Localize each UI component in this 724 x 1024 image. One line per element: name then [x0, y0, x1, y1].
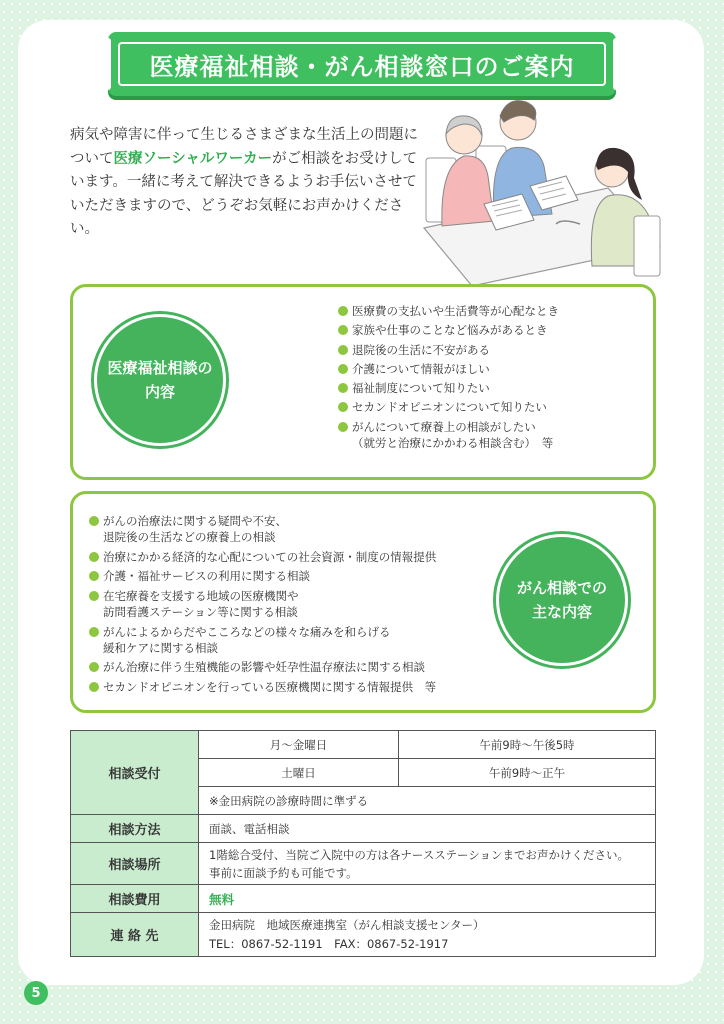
- cancer-badge: [496, 534, 628, 666]
- intro-text-after: がご相談をお受けしています。一緒に考えて解決できるようお手伝いさせていただきますので、どうぞお気軽にお声かけください。: [70, 150, 418, 237]
- table-row: [71, 885, 656, 913]
- list-item: 退院後の生活に不安がある: [338, 342, 559, 358]
- cancer-badge-line2: 主な内容: [531, 603, 592, 621]
- welfare-items-list: [338, 303, 559, 454]
- fee-label: 相談費用: [71, 885, 199, 913]
- list-item: 介護・福祉サービスの利用に関する相談: [89, 568, 436, 584]
- intro-text-before: 病気や障害に伴って生じるさまざまな生活上の問題について: [70, 127, 418, 167]
- intro-highlight: 医療ソーシャルワーカー: [113, 150, 273, 167]
- list-item: 家族や仕事のことなど悩みがあるとき: [338, 322, 559, 338]
- consultation-info-table: [70, 730, 656, 957]
- page-number: 5: [24, 981, 48, 1005]
- saturday-hours-cell: 午前9時～正午: [399, 759, 656, 787]
- place-cell: [199, 843, 656, 885]
- welfare-badge-line2: 内容: [144, 383, 175, 401]
- list-item: セカンドオピニオンを行っている医療機関に関する情報提供 等: [89, 679, 436, 695]
- cancer-items-list: [89, 513, 436, 699]
- place-line1: 1階総合受付、当院ご入院中の方は各ナースステーションまでお声かけください。: [209, 847, 630, 862]
- welfare-badge: [94, 314, 226, 446]
- saturday-cell: 土曜日: [199, 759, 399, 787]
- list-item: 医療費の支払いや生活費等が心配なとき: [338, 303, 559, 319]
- place-line2: 事前に面談予約も可能です。: [209, 865, 358, 880]
- table-row: [71, 913, 656, 957]
- weekday-hours-cell: 午前9時～午後5時: [399, 731, 656, 759]
- table-row: [71, 843, 656, 885]
- fee-cell: [199, 885, 656, 913]
- reception-label: 相談受付: [71, 731, 199, 815]
- welfare-bubble-lobe-top: [264, 320, 314, 376]
- list-item: 福祉制度について知りたい: [338, 380, 559, 396]
- list-item: 介護について情報がほしい: [338, 361, 559, 377]
- intro-paragraph: [70, 124, 420, 242]
- method-cell: 面談、電話相談: [199, 815, 656, 843]
- contact-line2: TEL：0867-52-1191 FAX：0867-52-1917: [209, 936, 449, 951]
- cancer-badge-line1: がん相談での: [516, 579, 607, 597]
- list-item: 治療にかかる経済的な心配についての社会資源・制度の情報提供: [89, 549, 436, 565]
- table-row: [71, 731, 656, 759]
- welfare-badge-line1: 医療福祉相談の: [107, 359, 213, 377]
- weekday-cell: 月～金曜日: [199, 731, 399, 759]
- page-title: 医療福祉相談・がん相談窓口のご案内: [149, 52, 575, 81]
- contact-line1: 金田病院 地域医療連携室（がん相談支援センター）: [209, 917, 485, 932]
- welfare-bubble-lobe-bottom: [258, 374, 310, 434]
- list-item: がんによるからだやこころなどの様々な痛みを和らげる 緩和ケアに関する相談: [89, 624, 436, 656]
- method-label: 相談方法: [71, 815, 199, 843]
- hours-note-cell: ※金田病院の診療時間に準ずる: [199, 787, 656, 815]
- list-item: セカンドオピニオンについて知りたい: [338, 399, 559, 415]
- contact-cell: [199, 913, 656, 957]
- consultation-illustration: [412, 96, 662, 286]
- contact-label: 連 絡 先: [71, 913, 199, 957]
- title-banner: [108, 32, 616, 96]
- list-item: がん治療に伴う生殖機能の影響や妊孕性温存療法に関する相談: [89, 659, 436, 675]
- place-label: 相談場所: [71, 843, 199, 885]
- table-row: [71, 815, 656, 843]
- fee-value: 無料: [209, 891, 235, 907]
- list-item: がんの治療法に関する疑問や不安、 退院後の生活などの療養上の相談: [89, 513, 436, 545]
- list-item: 在宅療養を支援する地域の医療機関や 訪問看護ステーション等に関する相談: [89, 588, 436, 620]
- list-item: がんについて療養上の相談がしたい （就労と治療にかかわる相談含む） 等: [338, 419, 559, 451]
